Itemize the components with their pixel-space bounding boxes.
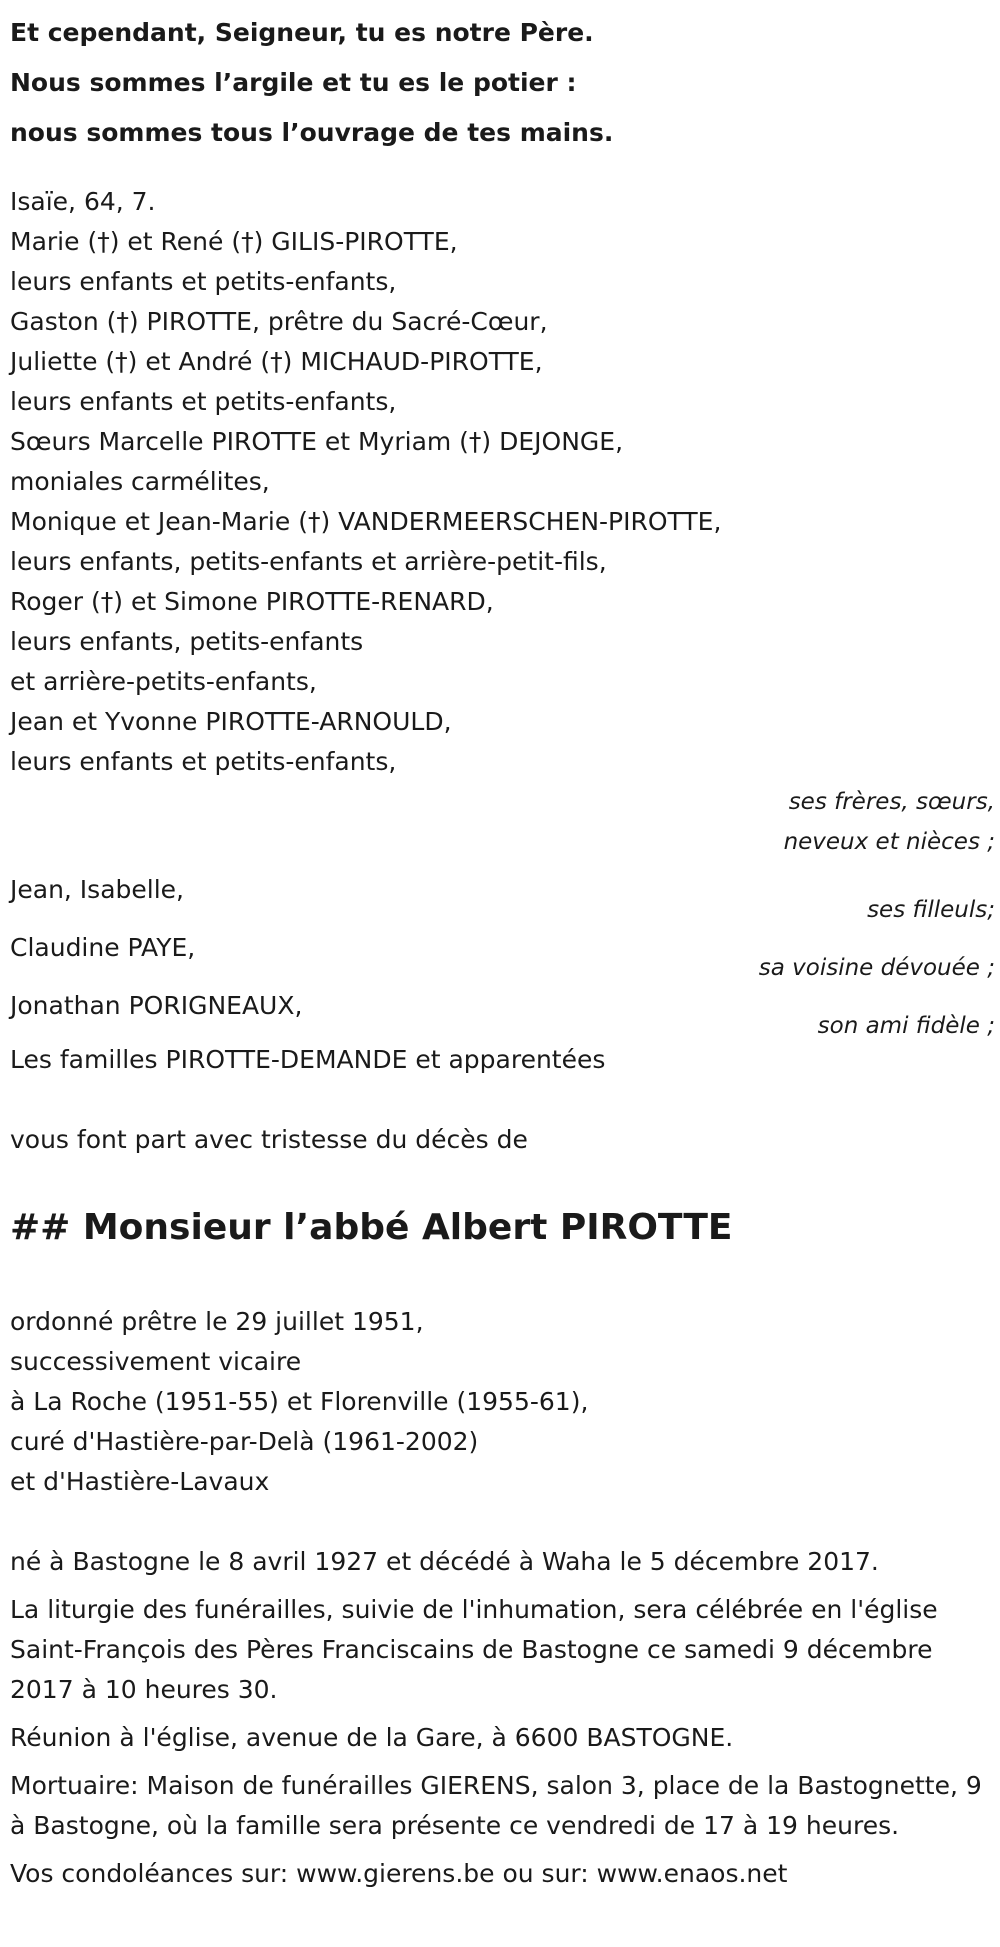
family-line: leurs enfants et petits-enfants, — [10, 387, 397, 416]
career-line: ordonné prêtre le 29 juillet 1951, — [10, 1307, 424, 1336]
funeral-info: La liturgie des funérailles, suivie de l'inhumation, sera célébrée en l'église Saint-François des Pères Franciscains de Bastogne ce samedi 9 décembre 2017 à 10 heures 30. — [10, 1595, 938, 1704]
friend-names: Jonathan PORIGNEAUX, — [10, 991, 303, 1020]
friend-relation: son ami fidèle ; — [817, 1013, 995, 1039]
family-line: leurs enfants, petits-enfants et arrière-petit-fils, — [10, 547, 607, 576]
relation-line: ses frères, sœurs, — [788, 789, 995, 815]
godchildren-relation: ses filleuls; — [867, 897, 995, 923]
family-line: Juliette (†) et André (†) MICHAUD-PIROTTE, — [10, 347, 543, 376]
epigraph-line: Nous sommes l’argile et tu es le potier : — [10, 68, 577, 97]
family-line: leurs enfants et petits-enfants, — [10, 747, 397, 776]
condolences-info: Vos condoléances sur: www.gierens.be ou sur: www.enaos.net — [10, 1859, 788, 1888]
family-line: leurs enfants, petits-enfants — [10, 627, 364, 656]
career-line: curé d'Hastière-par-Delà (1961-2002) — [10, 1427, 479, 1456]
family-line: Roger (†) et Simone PIROTTE-RENARD, — [10, 587, 494, 616]
family-line: moniales carmélites, — [10, 467, 270, 496]
mortuary-info: Mortuaire: Maison de funérailles GIERENS, salon 3, place de la Bastognette, 9 à Bastogne, où la famille sera présente ce vendredi de 17 à 19 heures. — [10, 1771, 982, 1840]
epigraph-line: nous sommes tous l’ouvrage de tes mains. — [10, 118, 614, 147]
birth-death: né à Bastogne le 8 avril 1927 et décédé à Waha le 5 décembre 2017. — [10, 1547, 879, 1576]
family-line: leurs enfants et petits-enfants, — [10, 267, 397, 296]
scripture-reference: Isaïe, 64, 7. — [10, 187, 156, 216]
career-line: successivement vicaire — [10, 1347, 302, 1376]
neighbor-relation: sa voisine dévouée ; — [758, 955, 995, 981]
career — [10, 1302, 995, 1502]
neighbor-block — [10, 928, 995, 988]
family-relation — [10, 782, 995, 862]
family-line: et arrière-petits-enfants, — [10, 667, 317, 696]
career-line: et d'Hastière-Lavaux — [10, 1467, 270, 1496]
family-line: Sœurs Marcelle PIROTTE et Myriam (†) DEJONGE, — [10, 427, 624, 456]
family-line: Monique et Jean-Marie (†) VANDERMEERSCHEN-PIROTTE, — [10, 507, 722, 536]
deceased-title: ## Monsieur l’abbé Albert PIROTTE — [10, 1207, 733, 1248]
godchildren-block — [10, 870, 995, 930]
family-line: Gaston (†) PIROTTE, prêtre du Sacré-Cœur, — [10, 307, 548, 336]
family-line: Jean et Yvonne PIROTTE-ARNOULD, — [10, 707, 452, 736]
epigraph-line: Et cependant, Seigneur, tu es notre Père. — [10, 18, 594, 47]
announcement: vous font part avec tristesse du décès de — [10, 1125, 528, 1154]
families-line: Les familles PIROTTE-DEMANDE et apparentées — [10, 1045, 606, 1074]
family-list — [10, 222, 995, 782]
friend-block — [10, 986, 995, 1046]
career-line: à La Roche (1951-55) et Florenville (1955-61), — [10, 1387, 589, 1416]
epigraph — [10, 8, 995, 158]
obituary-page — [10, 0, 995, 1894]
relation-line: neveux et nièces ; — [783, 829, 995, 855]
family-line: Marie (†) et René (†) GILIS-PIROTTE, — [10, 227, 458, 256]
meeting-info: Réunion à l'église, avenue de la Gare, à 6600 BASTOGNE. — [10, 1723, 734, 1752]
godchildren-names: Jean, Isabelle, — [10, 875, 184, 904]
neighbor-names: Claudine PAYE, — [10, 933, 196, 962]
